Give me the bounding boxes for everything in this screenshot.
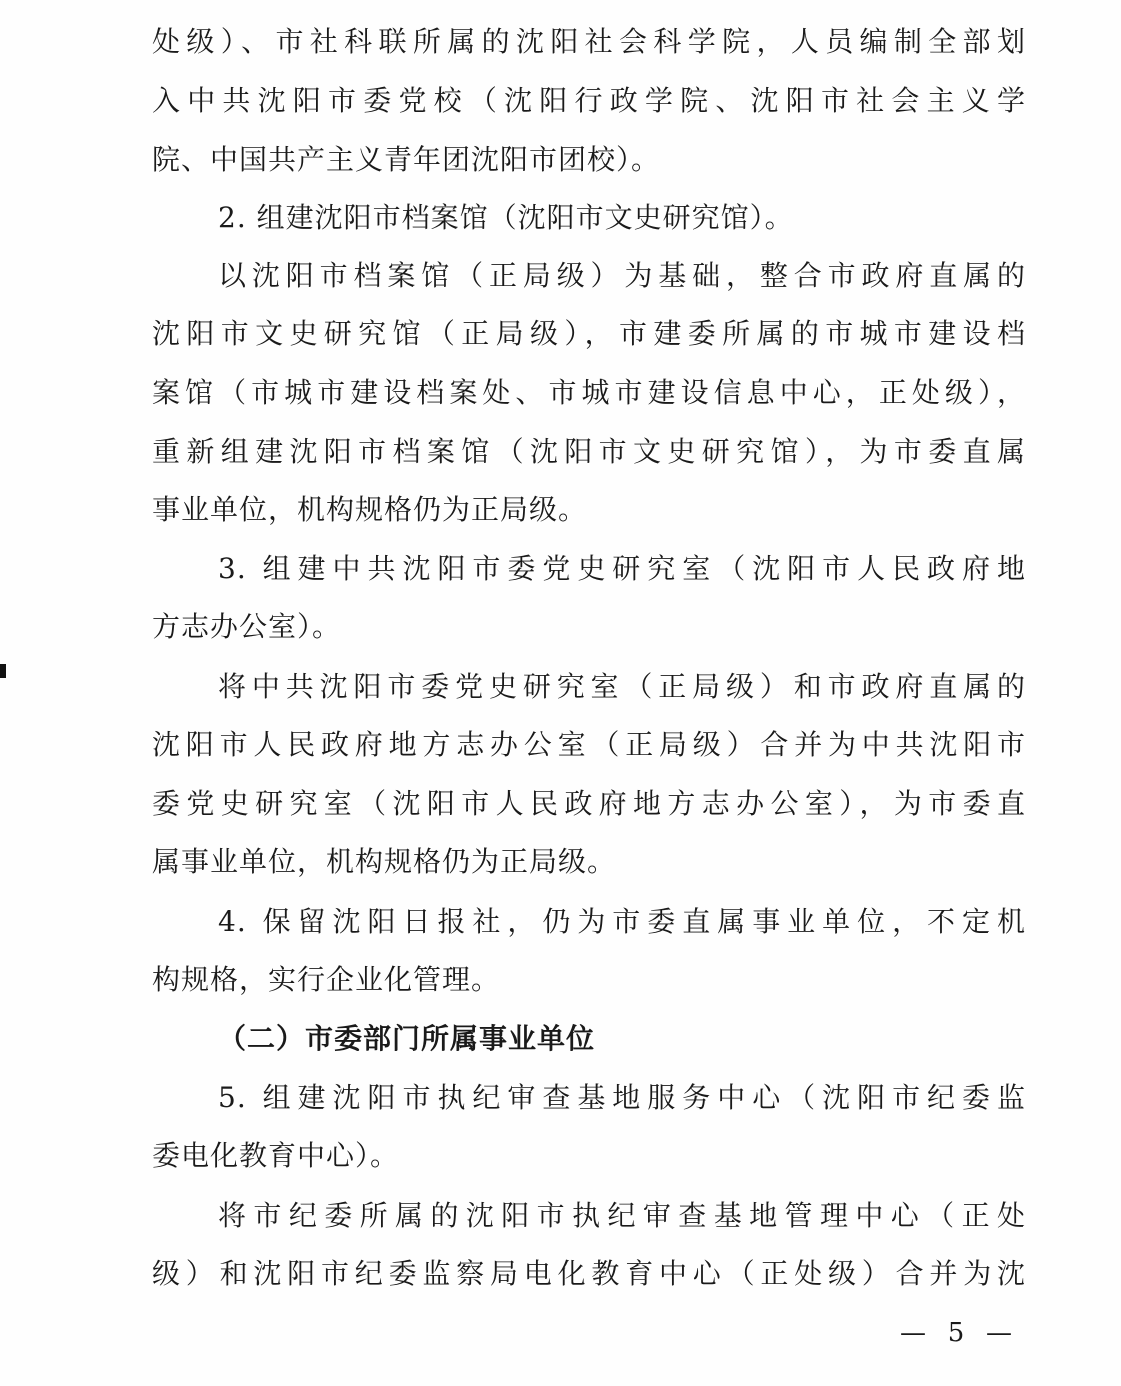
text-line: 委电化教育中心）。: [152, 1139, 400, 1172]
text-line: 级）和沈阳市纪委监察局电化教育中心（正处级）合并为沈: [152, 1257, 1026, 1290]
text-line: 沈阳市文史研究馆（正局级），市建委所属的市城市建设档: [152, 317, 1026, 350]
text-line: 将中共沈阳市委党史研究室（正局级）和市政府直属的: [218, 670, 1026, 703]
text-line: 院、中国共产主义青年团沈阳市团校）。: [152, 143, 661, 176]
text-line: 构规格，实行企业化管理。: [152, 963, 501, 996]
section-heading: 5. 组建沈阳市执纪审查基地服务中心（沈阳市纪委监: [218, 1081, 1026, 1114]
text-line: 沈阳市人民政府地方志办公室（正局级）合并为中共沈阳市: [152, 728, 1026, 761]
text-line: 重新组建沈阳市档案馆（沈阳市文史研究馆），为市委直属: [152, 435, 1026, 468]
text-line: 属事业单位，机构规格仍为正局级。: [152, 845, 617, 878]
text-line: 案馆（市城市建设档案处、市城市建设信息中心，正处级），: [152, 376, 1026, 409]
text-line: 入中共沈阳市委党校（沈阳行政学院、沈阳市社会主义学: [152, 84, 1026, 117]
text-line: 以沈阳市档案馆（正局级）为基础，整合市政府直属的: [218, 259, 1026, 292]
text-line: 事业单位，机构规格仍为正局级。: [152, 493, 588, 526]
page-number-value: 5: [947, 1318, 965, 1348]
section-heading: 2. 组建沈阳市档案馆（沈阳市文史研究馆）。: [218, 201, 794, 234]
section-heading: 3. 组建中共沈阳市委党史研究室（沈阳市人民政府地: [218, 552, 1026, 585]
text-line: 处级）、市社科联所属的沈阳社会科学院，人员编制全部划: [152, 25, 1026, 58]
text-line: 将市纪委所属的沈阳市执纪审查基地管理中心（正处: [218, 1199, 1026, 1232]
page-number-dash-left: —: [900, 1318, 926, 1348]
page-number: [900, 1313, 1012, 1353]
scan-edge-mark: [0, 664, 6, 678]
text-line: 委党史研究室（沈阳市人民政府地方志办公室），为市委直: [152, 787, 1026, 820]
section-heading: 4. 保留沈阳日报社，仍为市委直属事业单位，不定机: [218, 905, 1026, 938]
text-line: 方志办公室）。: [152, 610, 342, 643]
page-number-dash-right: —: [985, 1318, 1012, 1348]
subsection-heading: （二）市委部门所属事业单位: [218, 1022, 596, 1055]
